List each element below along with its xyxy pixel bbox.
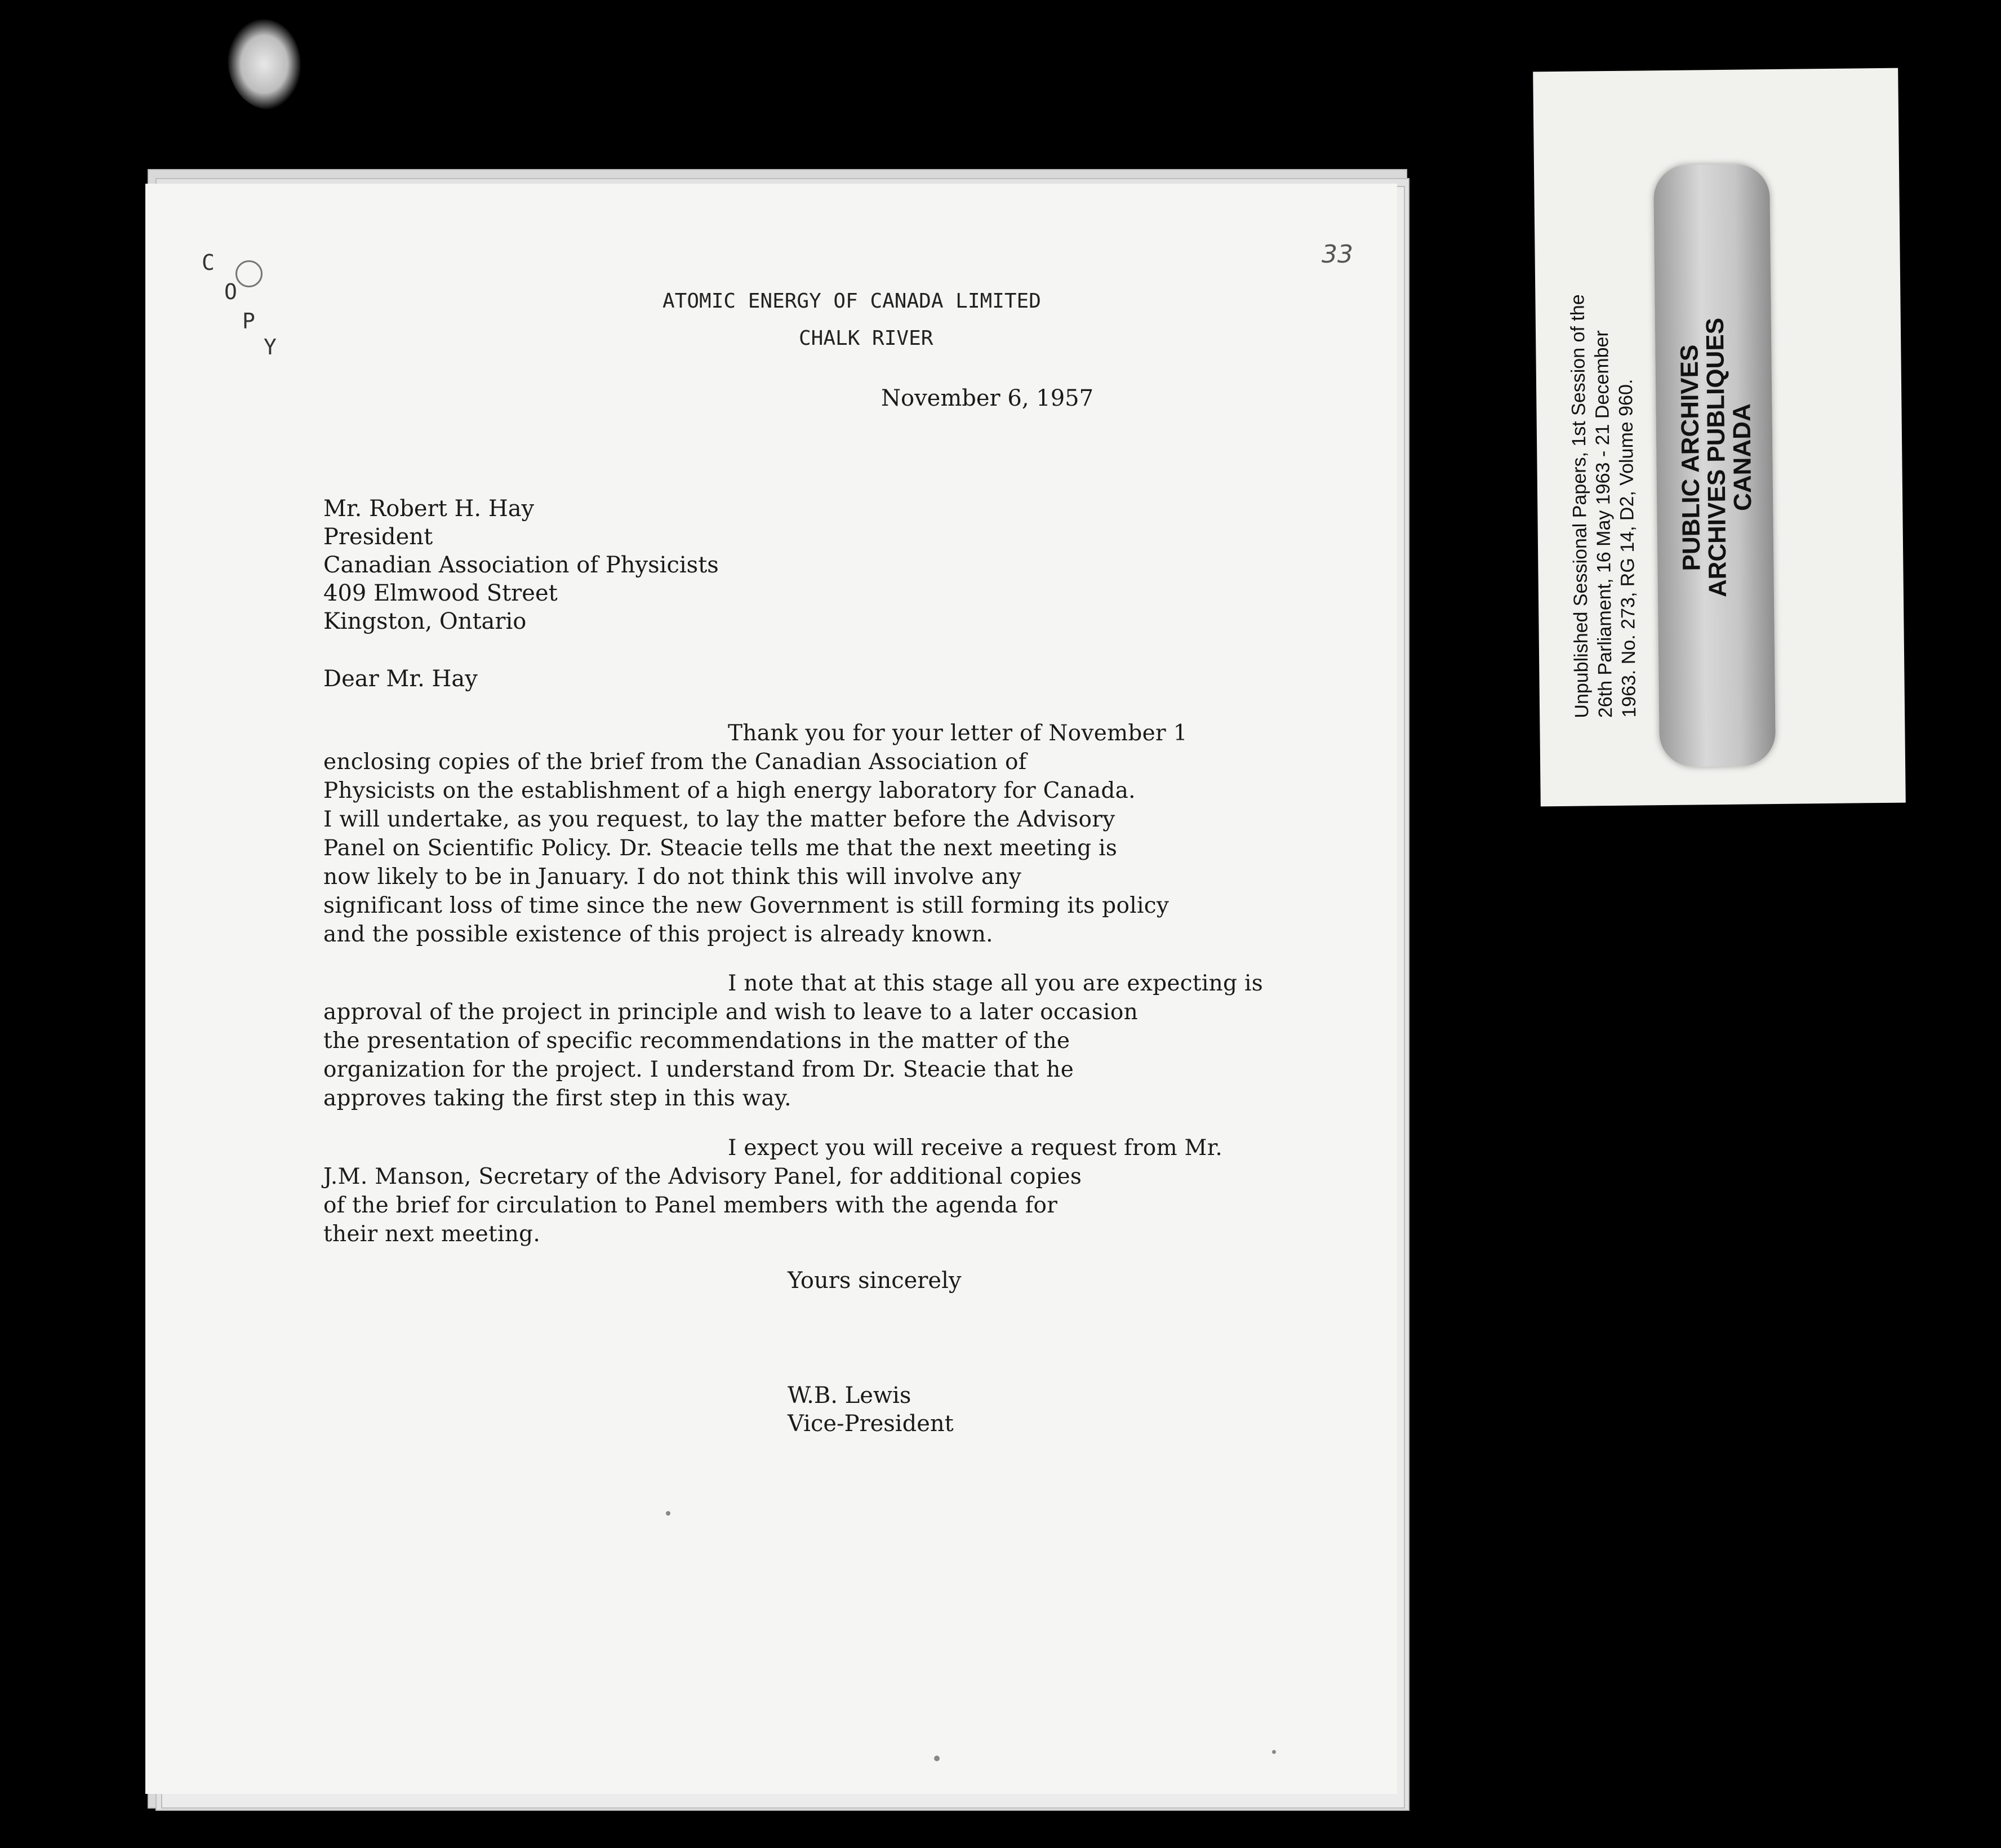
page-number: 33: [1322, 240, 1353, 269]
archive-card: [1533, 68, 1906, 807]
closing: Yours sincerely: [788, 1268, 962, 1294]
address-line: Kingston, Ontario: [323, 608, 527, 634]
archive-card-line: 1963. No. 273, RG 14, D2, Volume 960.: [1615, 379, 1640, 718]
address-line: 409 Elmwood Street: [323, 580, 558, 606]
paragraph-line: their next meeting.: [323, 1221, 541, 1247]
letter-date: November 6, 1957: [881, 385, 1094, 411]
address-line: President: [323, 524, 433, 550]
stamp-line: CANADA: [1728, 403, 1757, 512]
stamp-line: ARCHIVES PUBLIQUES: [1701, 317, 1732, 598]
paragraph-line: of the brief for circulation to Panel members with the agenda for: [323, 1193, 1058, 1218]
copy-letter: C: [202, 250, 215, 275]
address-line: Canadian Association of Physicists: [323, 552, 719, 578]
paper-speck: [934, 1756, 940, 1761]
body-paragraph: [323, 1134, 1394, 1249]
archives-stamp-text: [1675, 226, 1758, 688]
stamp-line: PUBLIC ARCHIVES: [1675, 344, 1706, 571]
archive-card-text: [1563, 81, 1641, 718]
paragraph-line: J.M. Manson, Secretary of the Advisory Panel, for additional copies: [323, 1164, 1082, 1189]
body-paragraph: [323, 969, 1394, 1113]
paragraph-line: Physicists on the establishment of a high energy laboratory for Canada.: [323, 778, 1136, 803]
paper-speck: [1272, 1750, 1276, 1754]
signature-block: [788, 1381, 954, 1438]
paragraph-line: I expect you will receive a request from Mr.: [728, 1135, 1223, 1161]
archives-stamp: [1653, 164, 1776, 767]
paragraph-line: organization for the project. I understand from Dr. Steacie that he: [323, 1057, 1074, 1082]
signer-title: Vice-President: [788, 1411, 954, 1437]
paper-fragment: [228, 19, 301, 109]
letterhead-organization: ATOMIC ENERGY OF CANADA LIMITED: [662, 290, 1041, 313]
paragraph-line: and the possible existence of this project is already known.: [323, 922, 993, 947]
body-paragraph: [323, 719, 1394, 949]
paragraph-line: significant loss of time since the new Government is still forming its policy: [323, 893, 1170, 918]
paper-speck: [666, 1511, 670, 1516]
paragraph-line: Panel on Scientific Policy. Dr. Steacie tells me that the next meeting is: [323, 836, 1118, 861]
copy-letter: P: [242, 309, 255, 334]
archive-card-line: Unpublished Sessional Papers, 1st Session of the: [1567, 294, 1593, 718]
copy-letter: Y: [264, 335, 277, 359]
paragraph-line: approval of the project in principle and wish to leave to a later occasion: [323, 999, 1139, 1025]
copy-letter: O: [224, 279, 237, 304]
paragraph-line: approves taking the first step in this way.: [323, 1086, 791, 1111]
archive-card-line: 26th Parliament, 16 May 1963 - 21 December: [1591, 330, 1617, 718]
letterhead-location: CHALK RIVER: [799, 327, 933, 350]
paragraph-line: I will undertake, as you request, to lay the matter before the Advisory: [323, 807, 1115, 832]
paragraph-line: Thank you for your letter of November 1: [728, 721, 1188, 746]
paragraph-line: the presentation of specific recommendations in the matter of the: [323, 1028, 1070, 1054]
paragraph-line: enclosing copies of the brief from the Canadian Association of: [323, 749, 1027, 775]
salutation: Dear Mr. Hay: [323, 666, 478, 692]
paragraph-line: I note that at this stage all you are expecting is: [728, 971, 1264, 996]
signer-name: W.B. Lewis: [788, 1383, 911, 1409]
paragraph-line: now likely to be in January. I do not think this will involve any: [323, 864, 1022, 890]
address-line: Mr. Robert H. Hay: [323, 496, 535, 522]
letter-page: [145, 184, 1397, 1794]
copy-circle-mark: [235, 260, 263, 287]
recipient-address: [323, 495, 719, 636]
